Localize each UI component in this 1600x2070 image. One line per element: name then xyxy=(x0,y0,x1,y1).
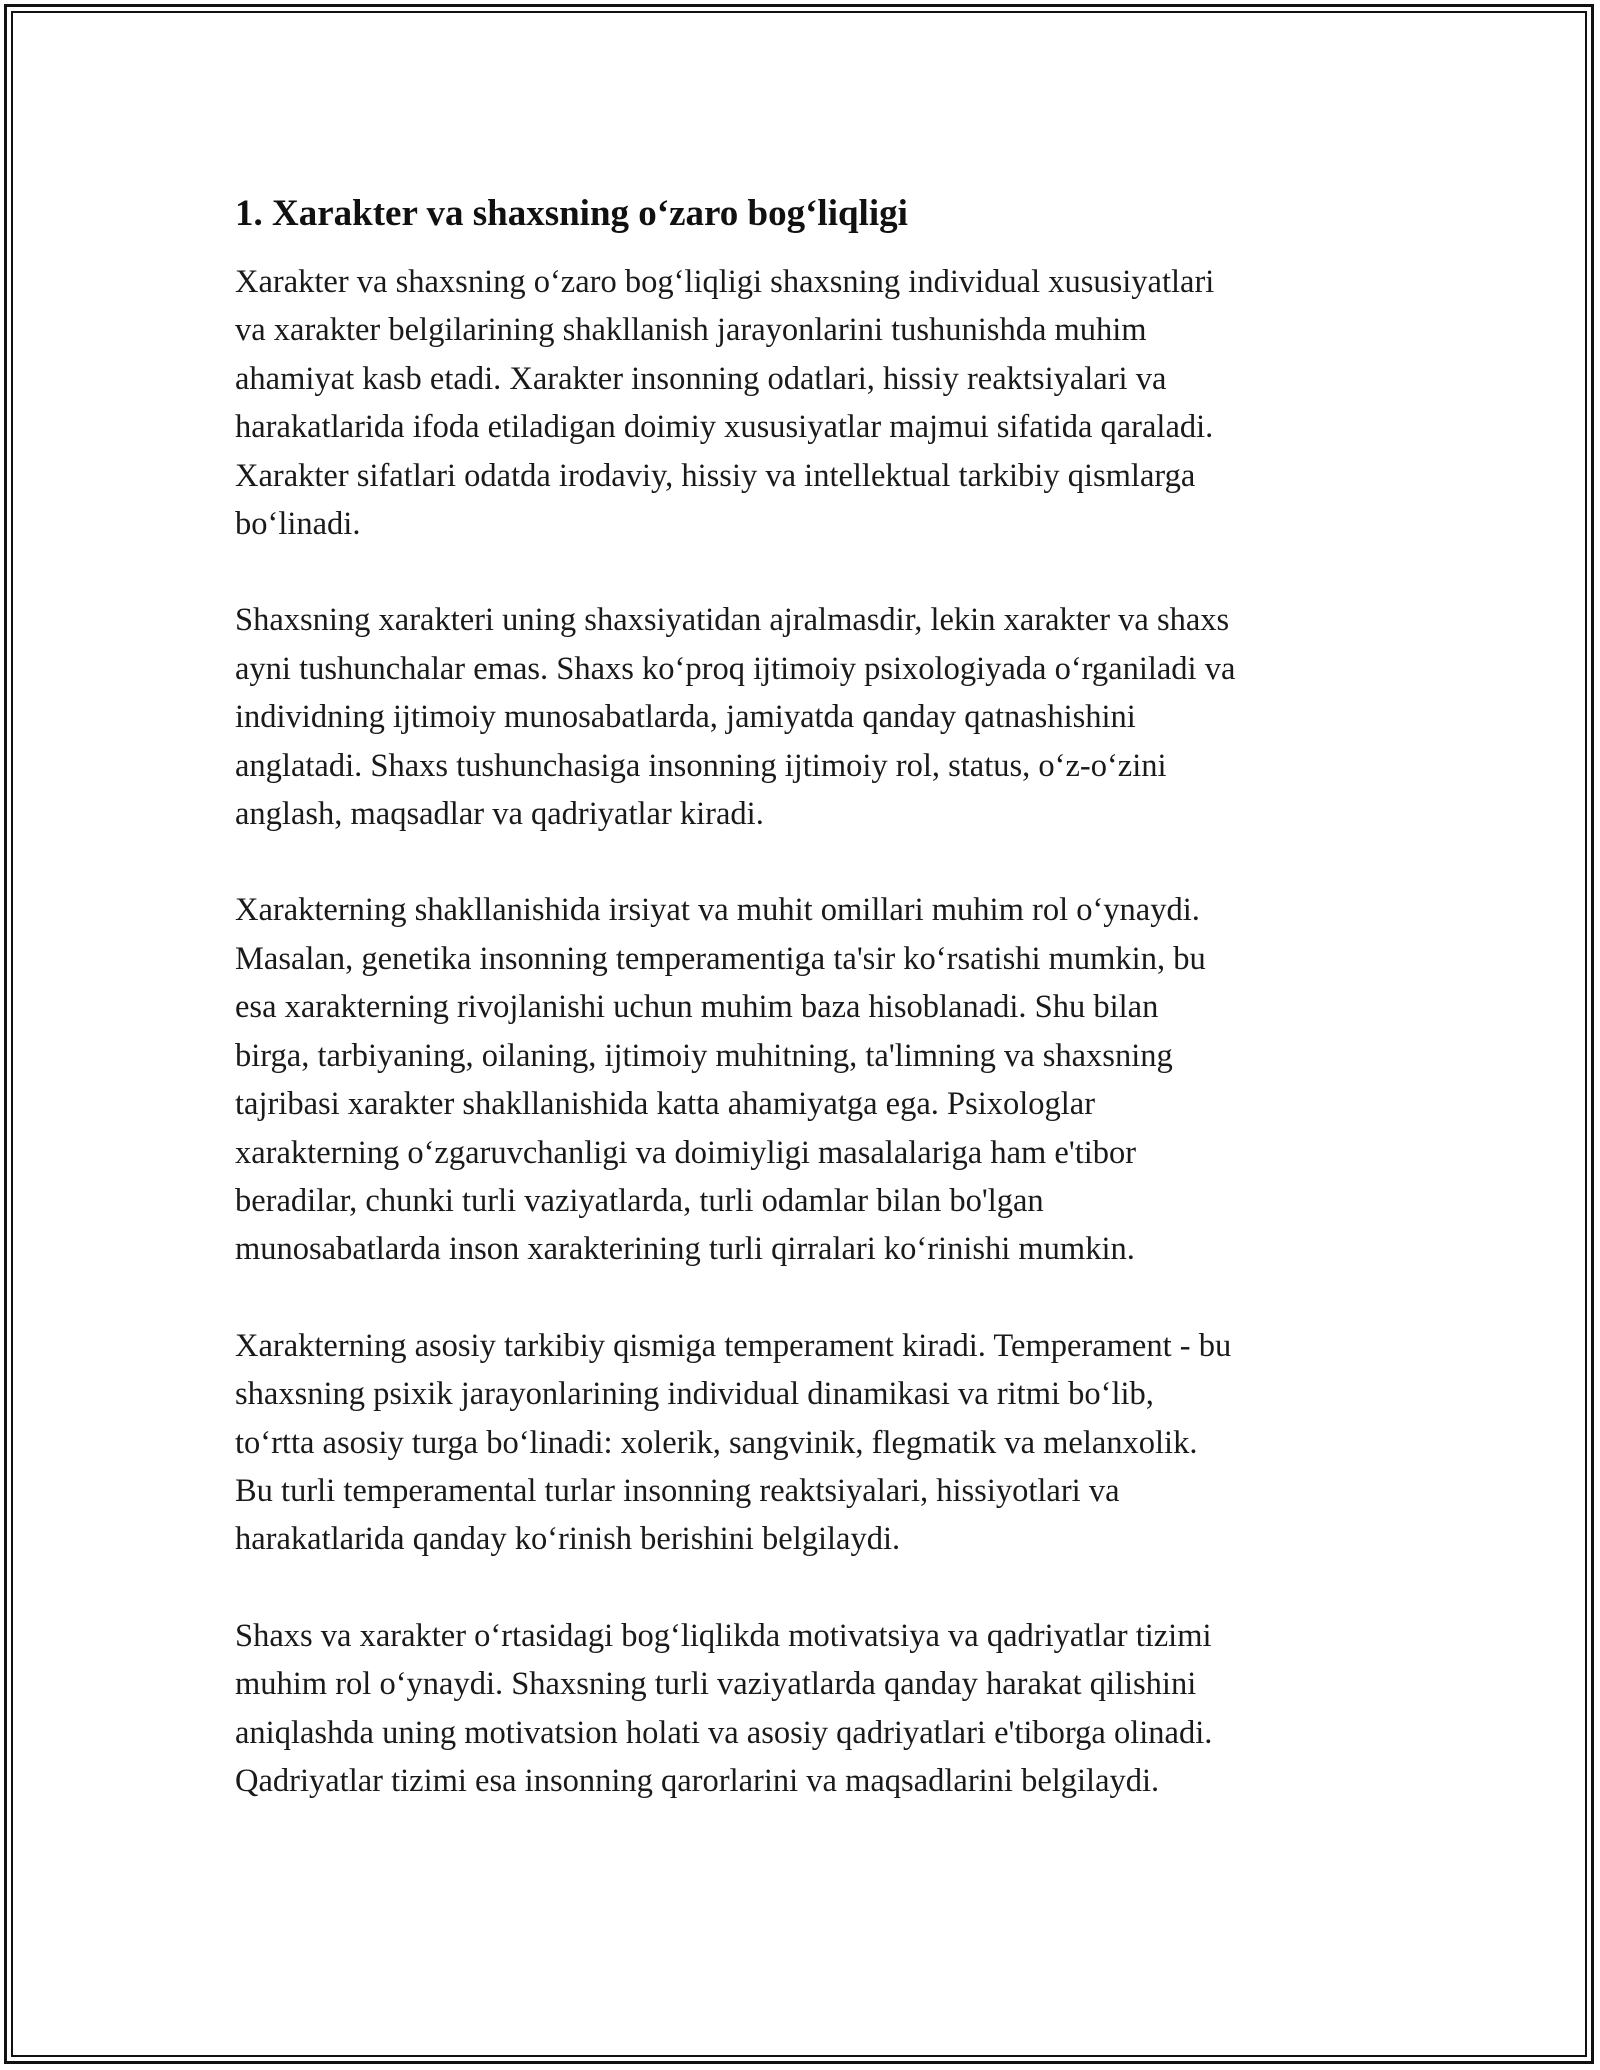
paragraph-4 xyxy=(235,1322,1375,1564)
paragraph-line: tajribasi xarakter shakllanishida katta ahamiyatga ega. Psixologlar xyxy=(235,1086,1096,1123)
paragraph-1 xyxy=(235,258,1375,548)
paragraph-line: Bu turli temperamental turlar insonning reaktsiyalari, hissiyotlari va xyxy=(235,1472,1120,1509)
paragraph-line: bo‘linadi. xyxy=(235,506,361,543)
paragraph-line: Masalan, genetika insonning temperamentiga ta'sir ko‘rsatishi mumkin, bu xyxy=(235,940,1206,977)
paragraph-line: aniqlashda uning motivatsion holati va asosiy qadriyatlari e'tiborga olinadi. xyxy=(235,1714,1213,1751)
paragraph-2 xyxy=(235,596,1375,838)
paragraph-line: muhim rol o‘ynaydi. Shaxsning turli vaziyatlarda qanday harakat qilishini xyxy=(235,1666,1197,1703)
paragraph-line: Qadriyatlar tizimi esa insonning qarorlarini va maqsadlarini belgilaydi. xyxy=(235,1762,1160,1799)
paragraph-line: ahamiyat kasb etadi. Xarakter insonning odatlari, hissiy reaktsiyalari va xyxy=(235,360,1167,397)
paragraph-line: individning ijtimoiy munosabatlarda, jamiyatda qanday qatnashishini xyxy=(235,699,1136,736)
paragraph-line: harakatlarida qanday ko‘rinish berishini belgilaydi. xyxy=(235,1521,901,1558)
paragraph-line: harakatlarida ifoda etiladigan doimiy xususiyatlar majmui sifatida qaraladi. xyxy=(235,409,1214,446)
paragraph-line: Xarakterning shakllanishida irsiyat va muhit omillari muhim rol o‘ynaydi. xyxy=(235,892,1200,929)
document-body xyxy=(235,188,1375,1853)
paragraph-3 xyxy=(235,886,1375,1273)
paragraph-line: esa xarakterning rivojlanishi uchun muhim baza hisoblanadi. Shu bilan xyxy=(235,989,1159,1026)
paragraph-line: va xarakter belgilarining shakllanish jarayonlarini tushunishda muhim xyxy=(235,312,1147,349)
paragraph-line: beradilar, chunki turli vaziyatlarda, turli odamlar bilan bo'lgan xyxy=(235,1182,1044,1219)
paragraph-line: birga, tarbiyaning, oilaning, ijtimoiy muhitning, ta'limning va shaxsning xyxy=(235,1037,1173,1074)
paragraph-line: anglash, maqsadlar va qadriyatlar kiradi. xyxy=(235,796,764,833)
paragraph-line: to‘rtta asosiy turga bo‘linadi: xolerik, sangvinik, flegmatik va melanxolik. xyxy=(235,1424,1198,1461)
paragraph-5 xyxy=(235,1612,1375,1806)
section-heading: 1. Xarakter va shaxsning o‘zaro bog‘liqligi xyxy=(235,193,908,234)
paragraph-line: Xarakter sifatlari odatda irodaviy, hissiy va intellektual tarkibiy qismlarga xyxy=(235,457,1196,494)
paragraph-line: shaxsning psixik jarayonlarining individual dinamikasi va ritmi bo‘lib, xyxy=(235,1376,1154,1413)
paragraph-line: munosabatlarda inson xarakterining turli qirralari ko‘rinishi mumkin. xyxy=(235,1231,1135,1268)
paragraph-line: ayni tushunchalar emas. Shaxs ko‘proq ijtimoiy psixologiyada o‘rganiladi va xyxy=(235,650,1236,687)
paragraph-line: Shaxs va xarakter o‘rtasidagi bog‘liqlikda motivatsiya va qadriyatlar tizimi xyxy=(235,1617,1212,1654)
paragraph-line: Shaxsning xarakteri uning shaxsiyatidan ajralmasdir, lekin xarakter va shaxs xyxy=(235,602,1230,639)
paragraph-line: Xarakter va shaxsning o‘zaro bog‘liqligi shaxsning individual xususiyatlari xyxy=(235,264,1215,300)
paragraph-line: Xarakterning asosiy tarkibiy qismiga temperament kiradi. Temperament - bu xyxy=(235,1327,1232,1364)
paragraph-line: xarakterning o‘zgaruvchanligi va doimiyligi masalalariga ham e'tibor xyxy=(235,1134,1137,1171)
paragraph-line: anglatadi. Shaxs tushunchasiga insonning ijtimoiy rol, status, o‘z-o‘zini xyxy=(235,747,1167,784)
